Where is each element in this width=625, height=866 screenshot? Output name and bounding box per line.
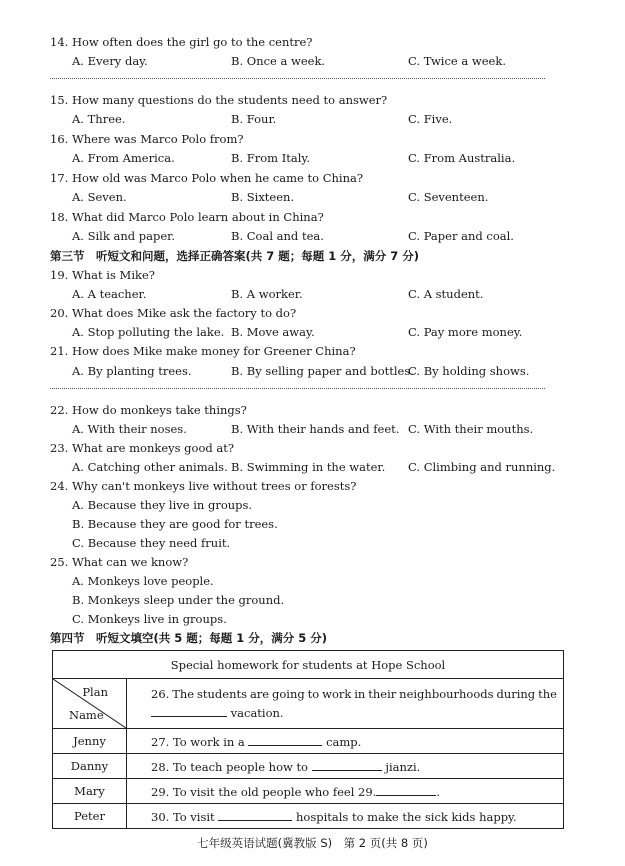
plan-27-before: 27. To work in a (151, 734, 245, 749)
q24-option-c: C. Because they need fruit. (72, 536, 231, 550)
q19-option-a: A. A teacher. (72, 287, 147, 301)
name-jenny: Jenny (53, 729, 127, 754)
plan-29-after: . (436, 784, 441, 799)
question-19: 19. What is Mike? (50, 268, 155, 282)
header-name: Name (69, 708, 104, 722)
q15-option-c: C. Five. (408, 112, 453, 126)
plan-27-cell (127, 729, 564, 754)
header-plan: Plan (82, 685, 108, 699)
table-row (53, 779, 564, 804)
question-15: 15. How many questions do the students need to answer? (50, 93, 388, 107)
q22-option-a: A. With their noses. (72, 422, 187, 436)
q14-option-b: B. Once a week. (231, 54, 326, 68)
question-23: 23. What are monkeys good at? (50, 441, 235, 455)
q16-option-c: C. From Australia. (408, 151, 516, 165)
plan-26-cell (127, 679, 564, 729)
table-row (53, 754, 564, 779)
q14-option-a: A. Every day. (72, 54, 148, 68)
q15-option-b: B. Four. (231, 112, 277, 126)
plan-26-line2: vacation. (230, 705, 284, 720)
q17-option-a: A. Seven. (72, 190, 127, 204)
plan-30-cell (127, 804, 564, 829)
section-3-heading: 第三节 听短文和问题，选择正确答案(共 7 题；每题 1 分，满分 7 分) (50, 249, 420, 263)
q17-option-b: B. Sixteen. (231, 190, 295, 204)
plan-30-after: hospitals to make the sick kids happy. (296, 809, 517, 824)
question-16: 16. Where was Marco Polo from? (50, 132, 244, 146)
question-25: 25. What can we know? (50, 555, 189, 569)
section-4-heading: 第四节 听短文填空(共 5 题；每题 1 分，满分 5 分) (50, 631, 328, 645)
plan-30-before: 30. To visit (151, 809, 215, 824)
q19-option-b: B. A worker. (231, 287, 303, 301)
diagonal-header-cell (53, 679, 127, 729)
q18-option-a: A. Silk and paper. (72, 229, 176, 243)
q24-option-a: A. Because they live in groups. (72, 498, 253, 512)
question-24: 24. Why can't monkeys live without trees or forests? (50, 479, 357, 493)
q14-option-c: C. Twice a week. (408, 54, 506, 68)
question-21: 21. How does Mike make money for Greener China? (50, 344, 356, 358)
dotted-separator (50, 78, 545, 79)
q21-option-c: C. By holding shows. (408, 364, 530, 378)
blank-28[interactable] (312, 759, 382, 771)
table-row (53, 679, 564, 729)
q21-option-b: B. By selling paper and bottles. (231, 364, 414, 378)
q18-option-c: C. Paper and coal. (408, 229, 514, 243)
question-22: 22. How do monkeys take things? (50, 403, 247, 417)
q25-option-b: B. Monkeys sleep under the ground. (72, 593, 285, 607)
q21-option-a: A. By planting trees. (72, 364, 192, 378)
q19-option-c: C. A student. (408, 287, 484, 301)
plan-27-after: camp. (326, 734, 362, 749)
q20-option-c: C. Pay more money. (408, 325, 523, 339)
q25-option-c: C. Monkeys live in groups. (72, 612, 227, 626)
name-mary: Mary (53, 779, 127, 804)
q17-option-c: C. Seventeen. (408, 190, 489, 204)
name-danny: Danny (53, 754, 127, 779)
q16-option-b: B. From Italy. (231, 151, 311, 165)
plan-28-after: jianzi. (385, 759, 421, 774)
name-peter: Peter (53, 804, 127, 829)
table-row (53, 729, 564, 754)
question-17: 17. How old was Marco Polo when he came to China? (50, 171, 364, 185)
blank-29[interactable] (376, 784, 436, 796)
question-14: 14. How often does the girl go to the centre? (50, 35, 313, 49)
blank-27[interactable] (248, 734, 322, 746)
q23-option-c: C. Climbing and running. (408, 460, 556, 474)
plan-26-line1: 26. The students are going to work in their neighbourhoods during the (151, 686, 557, 701)
q20-option-a: A. Stop polluting the lake. (72, 325, 225, 339)
q18-option-b: B. Coal and tea. (231, 229, 324, 243)
blank-26[interactable] (151, 705, 227, 717)
question-18: 18. What did Marco Polo learn about in China? (50, 210, 324, 224)
q23-option-b: B. Swimming in the water. (231, 460, 386, 474)
plan-28-before: 28. To teach people how to (151, 759, 309, 774)
q22-option-c: C. With their mouths. (408, 422, 534, 436)
table-row (53, 804, 564, 829)
dotted-separator (50, 388, 545, 389)
page-footer: 七年级英语试题(冀教版 S) 第 2 页(共 8 页) (197, 836, 428, 850)
plan-29-cell (127, 779, 564, 804)
q16-option-a: A. From America. (72, 151, 175, 165)
table-title: Special homework for students at Hope School (53, 651, 564, 679)
q23-option-a: A. Catching other animals. (72, 460, 228, 474)
q25-option-a: A. Monkeys love people. (72, 574, 214, 588)
q24-option-b: B. Because they are good for trees. (72, 517, 278, 531)
question-20: 20. What does Mike ask the factory to do? (50, 306, 297, 320)
plan-28-cell (127, 754, 564, 779)
q20-option-b: B. Move away. (231, 325, 315, 339)
q15-option-a: A. Three. (72, 112, 126, 126)
blank-30[interactable] (218, 809, 292, 821)
q22-option-b: B. With their hands and feet. (231, 422, 400, 436)
homework-table (52, 650, 564, 829)
plan-29-before: 29. To visit the old people who feel 29. (151, 784, 377, 799)
